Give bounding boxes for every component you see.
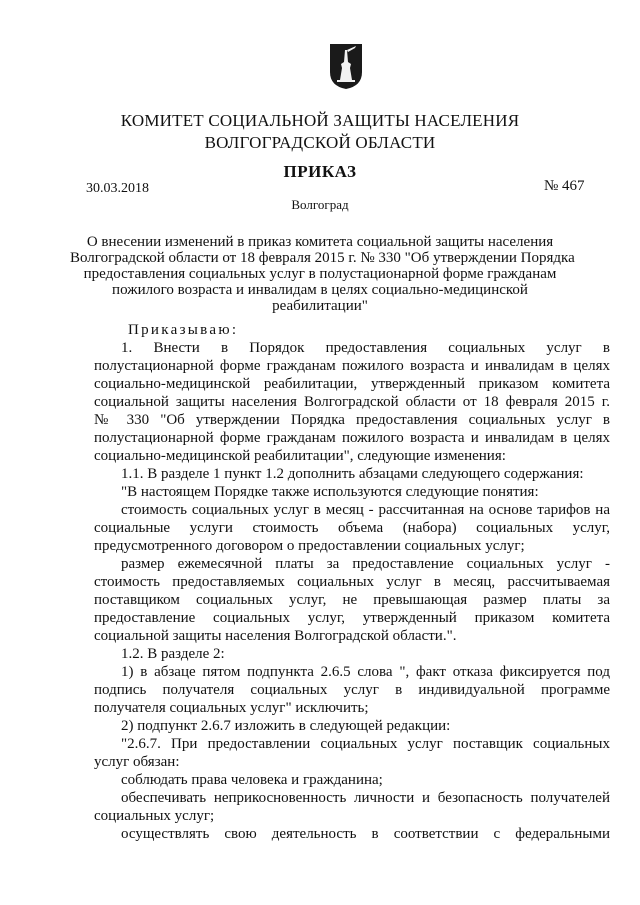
body-line: получателя социальных услуг" исключить; [94, 700, 369, 716]
body-line: социальных услуг; [94, 808, 215, 824]
subject-line: пожилого возраста и инвалидам в целях социально-медицинской [112, 282, 528, 298]
volgograd-region-emblem-icon [328, 42, 364, 90]
order-date: 30.03.2018 [86, 181, 149, 196]
body-line: 1. Внести в Порядок предоставления социальных услуг в [121, 340, 610, 356]
body-line: социальной защиты населения Волгоградской области от 18 февраля 2015 г. [94, 394, 610, 410]
body-line: "В настоящем Порядке также используются следующие понятия: [121, 484, 539, 500]
order-word: Приказываю: [128, 322, 239, 338]
body-line: социальные услуги стоимость объема (набора) социальных услуг, [94, 520, 610, 536]
body-line: размер ежемесячной платы за предоставление социальных услуг - [121, 556, 610, 572]
body-line: социально-медицинской реабилитации, утвержденный приказом комитета [94, 376, 610, 392]
body-line: обеспечивать неприкосновенность личности и безопасность получателей [121, 790, 610, 806]
body-line: предоставление социальных услуг, утвержденный приказом комитета [94, 610, 610, 626]
body-line: поставщиком социальных услуг, не превышающая размер платы за [94, 592, 610, 608]
subject-line: Волгоградской области от 18 февраля 2015 г. № 330 "Об утверждении Порядка [70, 250, 575, 266]
subject-line: предоставления социальных услуг в полустационарной форме гражданам [83, 266, 557, 282]
body-line: стоимость социальных услуг в месяц - рассчитанная на основе тарифов на [121, 502, 610, 518]
body-line: 2) подпункт 2.6.7 изложить в следующей редакции: [121, 718, 451, 734]
body-line: "2.6.7. При предоставлении социальных услуг поставщик социальных [121, 736, 610, 752]
order-subject [70, 234, 575, 314]
document-type: ПРИКАЗ [283, 162, 357, 181]
org-line-1: КОМИТЕТ СОЦИАЛЬНОЙ ЗАЩИТЫ НАСЕЛЕНИЯ [120, 111, 520, 130]
body-line: 1.2. В разделе 2: [121, 646, 225, 662]
body-line: осуществлять свою деятельность в соответствии с федеральными [121, 826, 610, 842]
body-line: № 330 "Об утверждении Порядка предоставления социальных услуг в [94, 412, 610, 428]
body-line: 1.1. В разделе 1 пункт 1.2 дополнить абзацами следующего содержания: [121, 466, 584, 482]
body-line: 1) в абзаце пятом подпункта 2.6.5 слова ", факт отказа фиксируется под [121, 664, 610, 680]
body-line: стоимость предоставляемых социальных услуг в месяц, рассчитываемая [94, 574, 610, 590]
city-name: Волгоград [291, 197, 349, 212]
org-line-2: ВОЛГОГРАДСКОЙ ОБЛАСТИ [204, 133, 436, 152]
body-line: полустационарной форме гражданам пожилого возраста и инвалидам в целях [94, 430, 610, 446]
body-line: услуг обязан: [94, 754, 180, 770]
subject-line: О внесении изменений в приказ комитета социальной защиты населения [86, 234, 554, 250]
body-line: подпись получателя социальных услуг в индивидуальной программе [94, 682, 610, 698]
body-line: полустационарной форме гражданам пожилого возраста и инвалидам в целях [94, 358, 610, 374]
organization-name [0, 110, 640, 154]
body-line: соблюдать права человека и гражданина; [121, 772, 383, 788]
body-line: социальной защиты населения Волгоградской области.". [94, 628, 457, 644]
order-number: № 467 [544, 178, 585, 194]
body-line: социально-медицинской реабилитации", следующие изменения: [94, 448, 506, 464]
body-line: предусмотренного договором о предоставлении социальных услуг; [94, 538, 525, 554]
subject-line: реабилитации" [272, 298, 368, 314]
